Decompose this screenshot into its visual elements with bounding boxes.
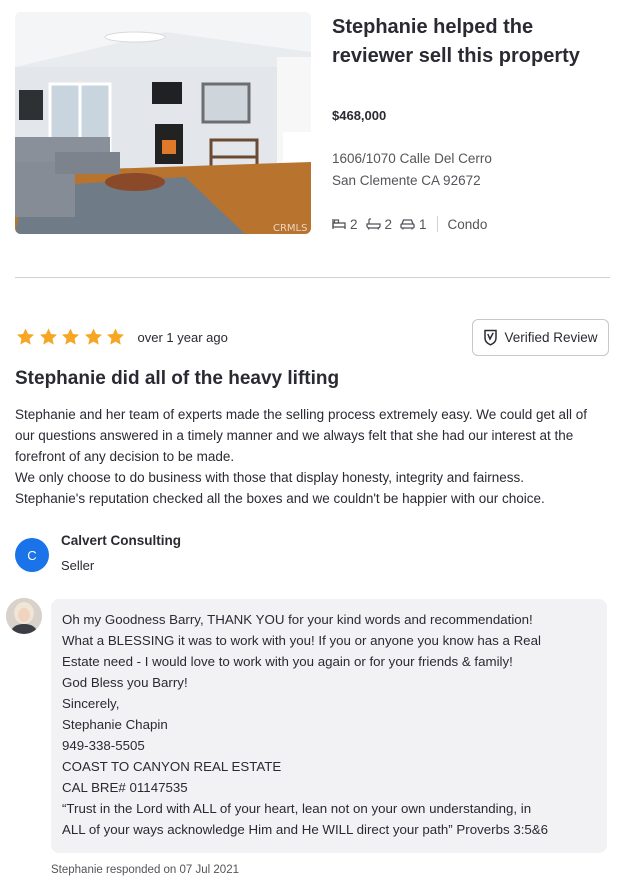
spec-baths [366, 217, 393, 232]
star-icon [60, 327, 81, 347]
review-body-line: We only choose to do business with those that display honesty, integrity and fairness. [15, 470, 525, 485]
response-line: Sincerely, [62, 696, 120, 711]
property-card[interactable] [15, 12, 615, 236]
agent-avatar [6, 598, 42, 634]
star-icon [15, 327, 36, 347]
reviewer-role: Seller [61, 558, 95, 573]
rating-row [15, 327, 228, 347]
bed-icon [332, 218, 346, 230]
review-title: Stephanie did all of the heavy lifting [15, 368, 340, 389]
section-divider [15, 277, 610, 278]
response-line: Estate need - I would love to work with you again or for your friends & family! [62, 654, 513, 669]
response-line: COAST TO CANYON REAL ESTATE [62, 759, 282, 774]
star-icon [105, 327, 126, 347]
response-line: 949-338-5505 [62, 738, 145, 753]
response-line: CAL BRE# 01147535 [62, 780, 188, 795]
garage-count: 1 [419, 216, 427, 232]
property-photo[interactable] [15, 12, 311, 234]
property-address-line2: San Clemente CA 92672 [332, 173, 481, 188]
review-body-line: Stephanie's reputation checked all the boxes and we couldn't be happier with our choice. [15, 491, 545, 506]
verified-review-label: Verified Review [504, 330, 598, 345]
response-line: God Bless you Barry! [62, 675, 188, 690]
review-body-line: forefront of any decision to be made. [15, 449, 235, 464]
property-type: Condo [447, 216, 488, 232]
spec-garage [400, 217, 427, 232]
spec-beds [332, 217, 358, 232]
star-icon [83, 327, 104, 347]
bathtub-icon [366, 218, 381, 230]
shield-check-icon [483, 329, 498, 346]
spec-divider [437, 216, 438, 232]
response-line: ALL of your ways acknowledge Him and He WILL direct your path” Proverbs 3:5&6 [62, 822, 549, 837]
review-time: over 1 year ago [137, 329, 228, 345]
star-icon [38, 327, 59, 347]
review-body-line: Stephanie and her team of experts made the selling process extremely easy. We could get all of [15, 407, 588, 422]
car-icon [400, 218, 415, 230]
review-body-line: our questions answered in a timely manner and we always felt that she had our interest at the [15, 428, 574, 443]
property-title [332, 13, 622, 71]
baths-count: 2 [384, 216, 393, 232]
beds-count: 2 [350, 216, 358, 232]
reviewer-name: Calvert Consulting [61, 533, 182, 548]
star-rating [15, 327, 128, 347]
property-address-line1: 1606/1070 Calle Del Cerro [332, 151, 492, 166]
response-line: Oh my Goodness Barry, THANK YOU for your kind words and recommendation! [62, 612, 533, 627]
agent-response [51, 599, 607, 853]
property-specs [332, 216, 487, 232]
property-price: $468,000 [332, 108, 387, 123]
responded-date: Stephanie responded on 07 Jul 2021 [51, 864, 239, 876]
response-line: Stephanie Chapin [62, 717, 168, 732]
property-title-line1: Stephanie helped the [332, 16, 534, 38]
verified-review-badge[interactable] [472, 319, 609, 356]
reviewer [15, 530, 315, 580]
review-body [15, 404, 615, 509]
reviewer-avatar: C [15, 538, 49, 572]
response-line: “Trust in the Lord with ALL of your heart, lean not on your own understanding, in [62, 801, 532, 816]
response-line: What a BLESSING it was to work with you! If you or anyone you know has a Real [62, 633, 541, 648]
property-title-line2: reviewer sell this property [332, 45, 580, 67]
photo-watermark: CRMLS [273, 223, 308, 234]
